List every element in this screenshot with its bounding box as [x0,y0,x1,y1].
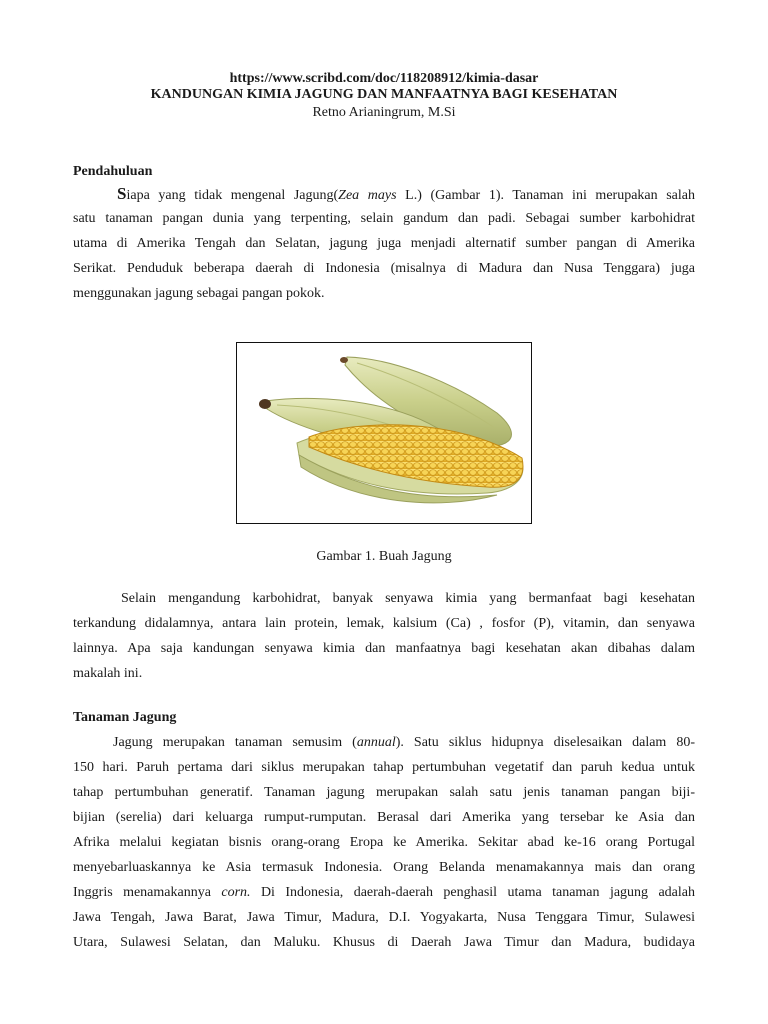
figure-caption: Gambar 1. Buah Jagung [316,549,452,564]
document-title: KANDUNGAN KIMIA JAGUNG DAN MANFAATNYA BAGI KESEHATAN [150,87,618,102]
italic-text: corn. [221,885,251,900]
italic-text: Zea mays [338,188,397,203]
paragraph-intro [73,181,695,306]
text-run: Jagung merupakan tanaman semusim ( [113,735,357,750]
paragraph-line: Utara, Sulawesi Selatan, dan Maluku. Khusus di Daerah Jawa Timur dan Madura, budidaya [73,935,695,950]
corn-illustration [237,343,531,523]
drop-cap: S [117,184,127,203]
paragraph-line [73,730,695,755]
paragraph-line: menggunakan jagung sebagai pangan pokok. [73,286,325,301]
paragraph-line: terkandung didalamnya, antara lain protein, lemak, kalsium (Ca) , fosfor (P), vitamin, dan senyawa [73,616,695,631]
section-heading-pendahuluan: Pendahuluan [73,164,153,179]
source-url[interactable]: https://www.scribd.com/doc/118208912/kimia-dasar [229,71,539,86]
paragraph-line: menyebarluaskannya ke Asia termasuk Indonesia. Orang Belanda menamakannya mais dan orang [73,860,695,875]
paragraph-line [73,880,695,905]
paragraph-line: Serikat. Penduduk beberapa daerah di Indonesia (misalnya di Madura dan Nusa Tenggara) juga [73,261,695,276]
text-run: Di Indonesia, daerah-daerah penghasil utama tanaman jagung adalah [250,885,695,900]
text-run: Inggris menamakannya [73,885,222,900]
author-name: Retno Arianingrum, M.Si [312,105,456,120]
figure-corn-image [236,342,532,524]
paragraph-line: satu tanaman pangan dunia yang terpenting, selain gandum dan padi. Sebagai sumber karbohidrat [73,211,695,226]
paragraph-line: lainnya. Apa saja kandungan senyawa kimia dan manfaatnya bagi kesehatan akan dibahas dalam [73,641,695,656]
paragraph-line: bijian (serelia) dari keluarga rumput-rumputan. Berasal dari Amerika yang tersebar ke Asia dan [73,810,695,825]
paragraph-line: makalah ini. [73,666,143,681]
text-run: ). Satu siklus hidupnya diselesaikan dalam 80- [395,735,695,750]
text-run: iapa yang tidak mengenal Jagung( [126,188,339,203]
text-run: L.) (Gambar 1). Tanaman ini merupakan salah [396,188,695,203]
paragraph-line: Jawa Tengah, Jawa Barat, Jawa Timur, Madura, D.I. Yogyakarta, Nusa Tenggara Timur, Sulawesi [73,910,695,925]
paragraph-line [73,181,695,206]
section-heading-tanaman-jagung: Tanaman Jagung [73,710,177,725]
paragraph-line: utama di Amerika Tengah dan Selatan, jagung juga menjadi alternatif sumber pangan di Amerika [73,236,695,251]
paragraph-line: Selain mengandung karbohidrat, banyak senyawa kimia yang bermanfaat bagi kesehatan [121,591,695,606]
paragraph-nutrients [73,586,695,686]
paragraph-line: Afrika melalui kegiatan bisnis orang-orang Eropa ke Amerika. Sekitar abad ke-16 orang Portugal [73,835,695,850]
paragraph-line: tahap pertumbuhan generatif. Tanaman jagung merupakan salah satu jenis tanaman pangan biji- [73,785,695,800]
paragraph-line: 150 hari. Paruh pertama dari siklus merupakan tahap pertumbuhan vegetatif dan paruh kedua untuk [73,760,695,775]
italic-text: annual [356,735,396,750]
paragraph-plant [73,730,695,955]
